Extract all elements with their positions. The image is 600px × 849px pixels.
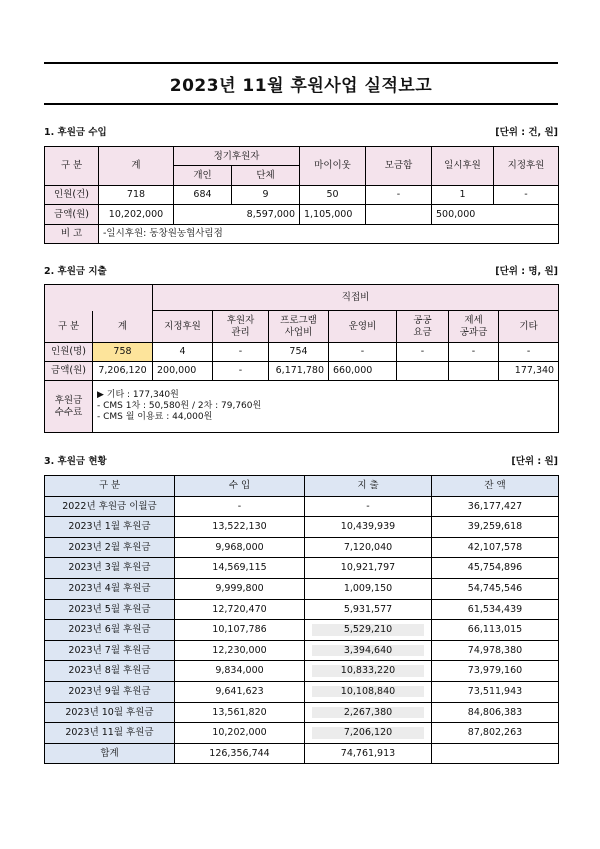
status-row-income: 13,561,820 <box>175 702 305 723</box>
expense-fee-note-other: ▶ 기타 : 177,340원 <box>97 389 179 400</box>
status-row-label: 2023년 10월 후원금 <box>45 702 175 723</box>
expense-fee-note-cms: - CMS 1차 : 50,580원 / 2차 : 79,760원 <box>97 400 262 411</box>
status-row-may <box>45 599 559 620</box>
status-row-jan <box>45 517 559 538</box>
expense-fee-label-line2: 수수료 <box>54 406 83 418</box>
status-row-apr <box>45 578 559 599</box>
status-row-label: 2023년 5월 후원금 <box>45 599 175 620</box>
expense-count-total: 758 <box>93 343 153 362</box>
status-row-expense-cell <box>305 702 432 723</box>
section3-header <box>44 452 558 468</box>
income-amount-regular: 8,597,000 <box>174 205 300 224</box>
income-count-group: 9 <box>232 185 300 204</box>
status-row-balance: 36,177,427 <box>432 496 559 517</box>
status-row-income: - <box>175 496 305 517</box>
report-title-box <box>44 62 558 105</box>
income-header-regular: 정기후원자 <box>174 147 300 166</box>
status-row-balance: 87,802,263 <box>432 723 559 744</box>
status-row-expense: 10,833,220 <box>312 665 424 676</box>
status-total-expense: 74,761,913 <box>305 743 432 763</box>
status-row-income: 13,522,130 <box>175 517 305 538</box>
income-amount-myeiyou: 1,105,000 <box>300 205 366 224</box>
status-row-label: 2023년 1월 후원금 <box>45 517 175 538</box>
expense-count-tax: - <box>449 343 499 362</box>
status-row-expense: 10,108,840 <box>312 686 424 697</box>
expense-count-other: - <box>499 343 559 362</box>
status-row-total <box>45 743 559 763</box>
expense-header-utility <box>397 311 449 343</box>
status-table <box>44 475 559 764</box>
status-row-label: 2023년 9월 후원금 <box>45 681 175 702</box>
expense-header-tax-line2: 공과금 <box>459 326 488 338</box>
status-row-label: 2022년 후원금 이월금 <box>45 496 175 517</box>
expense-header-tax <box>449 311 499 343</box>
status-row-balance: 66,113,015 <box>432 620 559 641</box>
status-row-expense: 7,120,040 <box>305 537 432 558</box>
status-row-balance: 45,754,896 <box>432 558 559 579</box>
expense-header-designated: 지정후원 <box>153 311 213 343</box>
status-row-label: 2023년 6월 후원금 <box>45 620 175 641</box>
expense-count-operating: - <box>329 343 397 362</box>
status-row-expense-cell <box>305 681 432 702</box>
income-count-individual: 684 <box>174 185 232 204</box>
status-row-income: 12,230,000 <box>175 640 305 661</box>
status-row-balance: 54,745,546 <box>432 578 559 599</box>
expense-amount-other: 177,340 <box>499 362 559 381</box>
status-row-expense: 5,931,577 <box>305 599 432 620</box>
status-row-expense-cell <box>305 640 432 661</box>
section1-header <box>44 123 558 139</box>
status-row-income: 10,202,000 <box>175 723 305 744</box>
income-header-donation-box: 모금함 <box>366 147 432 186</box>
expense-header-operating: 운영비 <box>329 311 397 343</box>
expense-count-supporter: - <box>213 343 269 362</box>
income-header-group: 단체 <box>232 166 300 185</box>
status-row-balance: 74,978,380 <box>432 640 559 661</box>
status-row-expense: 3,394,640 <box>312 645 424 656</box>
income-count-label: 인원(건) <box>45 185 99 204</box>
expense-header-total: 계 <box>93 311 153 343</box>
status-row-label: 2023년 3월 후원금 <box>45 558 175 579</box>
section3-heading: 3. 후원금 현황 <box>44 456 107 467</box>
status-row-expense: 5,529,210 <box>312 624 424 635</box>
status-row-income: 9,641,623 <box>175 681 305 702</box>
status-row-expense-cell <box>305 661 432 682</box>
income-count-designated: - <box>494 185 559 204</box>
status-row-mar <box>45 558 559 579</box>
status-row-income: 10,107,786 <box>175 620 305 641</box>
status-header-expense: 지 출 <box>305 476 432 497</box>
expense-header-direct: 직접비 <box>153 285 559 311</box>
status-row-jul <box>45 640 559 661</box>
expense-amount-operating: 660,000 <box>329 362 397 381</box>
status-row-income: 12,720,470 <box>175 599 305 620</box>
expense-amount-designated: 200,000 <box>153 362 213 381</box>
status-row-nov <box>45 723 559 744</box>
expense-header-category: 구 분 <box>45 311 93 343</box>
income-header-individual: 개인 <box>174 166 232 185</box>
expense-table <box>44 284 559 433</box>
income-note-label: 비 고 <box>45 224 99 243</box>
expense-header-supporter-line2: 관리 <box>231 326 250 338</box>
status-row-income: 9,999,800 <box>175 578 305 599</box>
income-header-temporary: 일시후원 <box>432 147 494 186</box>
expense-fee-label <box>45 381 93 433</box>
expense-fee-label-line1: 후원금 <box>54 395 83 407</box>
expense-header-program-line1: 프로그램 <box>280 315 317 327</box>
section2-header <box>44 262 558 278</box>
status-row-balance: 61,534,439 <box>432 599 559 620</box>
status-row-label: 2023년 7월 후원금 <box>45 640 175 661</box>
expense-header-program <box>269 311 329 343</box>
income-count-box: - <box>366 185 432 204</box>
status-row-oct <box>45 702 559 723</box>
status-total-label: 합계 <box>45 743 175 763</box>
expense-count-designated: 4 <box>153 343 213 362</box>
expense-header-supporter-line1: 후원자 <box>226 315 255 327</box>
income-amount-label: 금액(원) <box>45 205 99 224</box>
status-row-expense: 2,267,380 <box>312 707 424 718</box>
income-amount-temporary: 500,000 <box>432 205 559 224</box>
status-row-jun <box>45 620 559 641</box>
income-header-category: 구 분 <box>45 147 99 186</box>
status-header-category: 구 분 <box>45 476 175 497</box>
status-row-sep <box>45 681 559 702</box>
expense-header-tax-line1: 제세 <box>464 315 483 327</box>
income-table <box>44 146 559 244</box>
expense-amount-total: 7,206,120 <box>93 362 153 381</box>
expense-header-utility-line1: 공공 <box>413 315 432 327</box>
status-header-income: 수 입 <box>175 476 305 497</box>
section1-heading: 1. 후원금 수입 <box>44 127 107 138</box>
status-row-income: 9,968,000 <box>175 537 305 558</box>
expense-header-utility-line2: 요금 <box>413 326 432 338</box>
income-note-text: -일시후원: 동창원농협사림점 <box>99 224 559 243</box>
section3-unit: [단위 : 원] <box>511 456 558 467</box>
expense-header-other: 기타 <box>499 311 559 343</box>
expense-count-label: 인원(명) <box>45 343 93 362</box>
expense-fee-notes <box>93 381 559 433</box>
status-row-label: 2023년 4월 후원금 <box>45 578 175 599</box>
status-header-balance: 잔 액 <box>432 476 559 497</box>
status-row-income: 14,569,115 <box>175 558 305 579</box>
expense-header-corner-2 <box>93 285 153 311</box>
status-row-expense: 1,009,150 <box>305 578 432 599</box>
expense-amount-utility <box>397 362 449 381</box>
status-row-aug <box>45 661 559 682</box>
status-row-income: 9,834,000 <box>175 661 305 682</box>
expense-header-supporter <box>213 311 269 343</box>
status-row-label: 2023년 11월 후원금 <box>45 723 175 744</box>
income-amount-total: 10,202,000 <box>99 205 174 224</box>
status-row-balance: 84,806,383 <box>432 702 559 723</box>
expense-header-corner-1 <box>45 285 93 311</box>
section2-unit: [단위 : 명, 원] <box>495 266 558 277</box>
status-row-balance: 73,979,160 <box>432 661 559 682</box>
income-count-total: 718 <box>99 185 174 204</box>
expense-header-program-line2: 사업비 <box>284 326 313 338</box>
status-row-label: 2023년 8월 후원금 <box>45 661 175 682</box>
status-row-expense-cell <box>305 723 432 744</box>
status-row-expense-cell <box>305 620 432 641</box>
status-total-income: 126,356,744 <box>175 743 305 763</box>
income-header-total: 계 <box>99 147 174 186</box>
status-row-feb <box>45 537 559 558</box>
status-row-expense: - <box>305 496 432 517</box>
section1-unit: [단위 : 건, 원] <box>495 127 558 138</box>
income-header-designated: 지정후원 <box>494 147 559 186</box>
expense-amount-tax <box>449 362 499 381</box>
status-row-balance: 42,107,578 <box>432 537 559 558</box>
income-header-myeiyou: 마이이웃 <box>300 147 366 186</box>
status-row-carryover <box>45 496 559 517</box>
expense-amount-supporter: - <box>213 362 269 381</box>
expense-amount-label: 금액(원) <box>45 362 93 381</box>
status-row-expense: 10,921,797 <box>305 558 432 579</box>
report-title: 2023년 11월 후원사업 실적보고 <box>169 76 433 96</box>
income-count-temporary: 1 <box>432 185 494 204</box>
status-row-label: 2023년 2월 후원금 <box>45 537 175 558</box>
income-amount-box <box>366 205 432 224</box>
section2-heading: 2. 후원금 지출 <box>44 266 107 277</box>
expense-amount-program: 6,171,780 <box>269 362 329 381</box>
status-row-balance: 39,259,618 <box>432 517 559 538</box>
income-count-myeiyou: 50 <box>300 185 366 204</box>
status-row-expense: 7,206,120 <box>312 727 424 738</box>
status-row-expense: 10,439,939 <box>305 517 432 538</box>
expense-fee-note-cms-monthly: - CMS 월 이용료 : 44,000원 <box>97 412 213 423</box>
expense-count-utility: - <box>397 343 449 362</box>
expense-count-program: 754 <box>269 343 329 362</box>
status-total-balance <box>432 743 559 763</box>
status-row-balance: 73,511,943 <box>432 681 559 702</box>
